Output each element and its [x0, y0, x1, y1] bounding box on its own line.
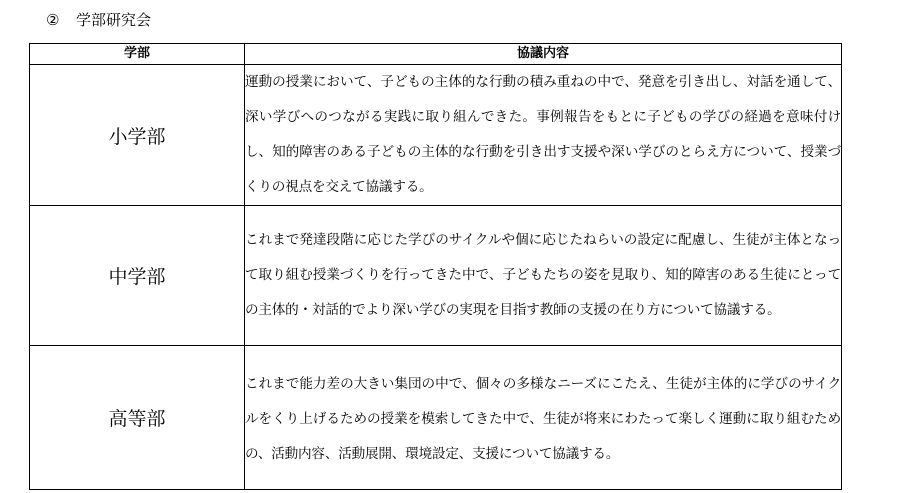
table-row	[30, 346, 842, 490]
content-cell: これまで発達段階に応じた学びのサイクルや個に応じたねらいの設定に配慮し、生徒が主体となって取り組む授業づくりを行ってきた中で、子どもたちの姿を見取り、知的障害のある生徒にとっての主体的・対話的でより深い学びの実現を目指す教師の支援の在り方について協議する。	[245, 206, 842, 346]
table-row	[30, 65, 842, 206]
header-department: 学部	[30, 44, 245, 65]
section-title: 学部研究会	[76, 11, 152, 29]
content-cell: これまで能力差の大きい集団の中で、個々の多様なニーズにこたえ、生徒が主体的に学びのサイクルをくり上げるための授業を模索してきた中で、生徒が将来にわたって楽しく運動に取り組むための、活動内容、活動展開、環境設定、支援について協議する。	[245, 346, 842, 490]
department-cell: 小学部	[30, 65, 245, 206]
department-cell: 中学部	[30, 206, 245, 346]
table-row	[30, 206, 842, 346]
content-cell: 運動の授業において、子どもの主体的な行動の積み重ねの中で、発意を引き出し、対話を通して、深い学びへのつながる実践に取り組んできた。事例報告をもとに子どもの学びの経過を意味付けし、知的障害のある子どもの主体的な行動を引き出す支援や深い学びのとらえ方について、授業づくりの視点を交えて協議する。	[245, 65, 842, 206]
research-meeting-table	[29, 43, 842, 490]
section-heading	[46, 9, 151, 31]
department-cell: 高等部	[30, 346, 245, 490]
table-header-row	[30, 44, 842, 65]
section-number: ②	[46, 11, 60, 29]
header-content: 協議内容	[245, 44, 842, 65]
